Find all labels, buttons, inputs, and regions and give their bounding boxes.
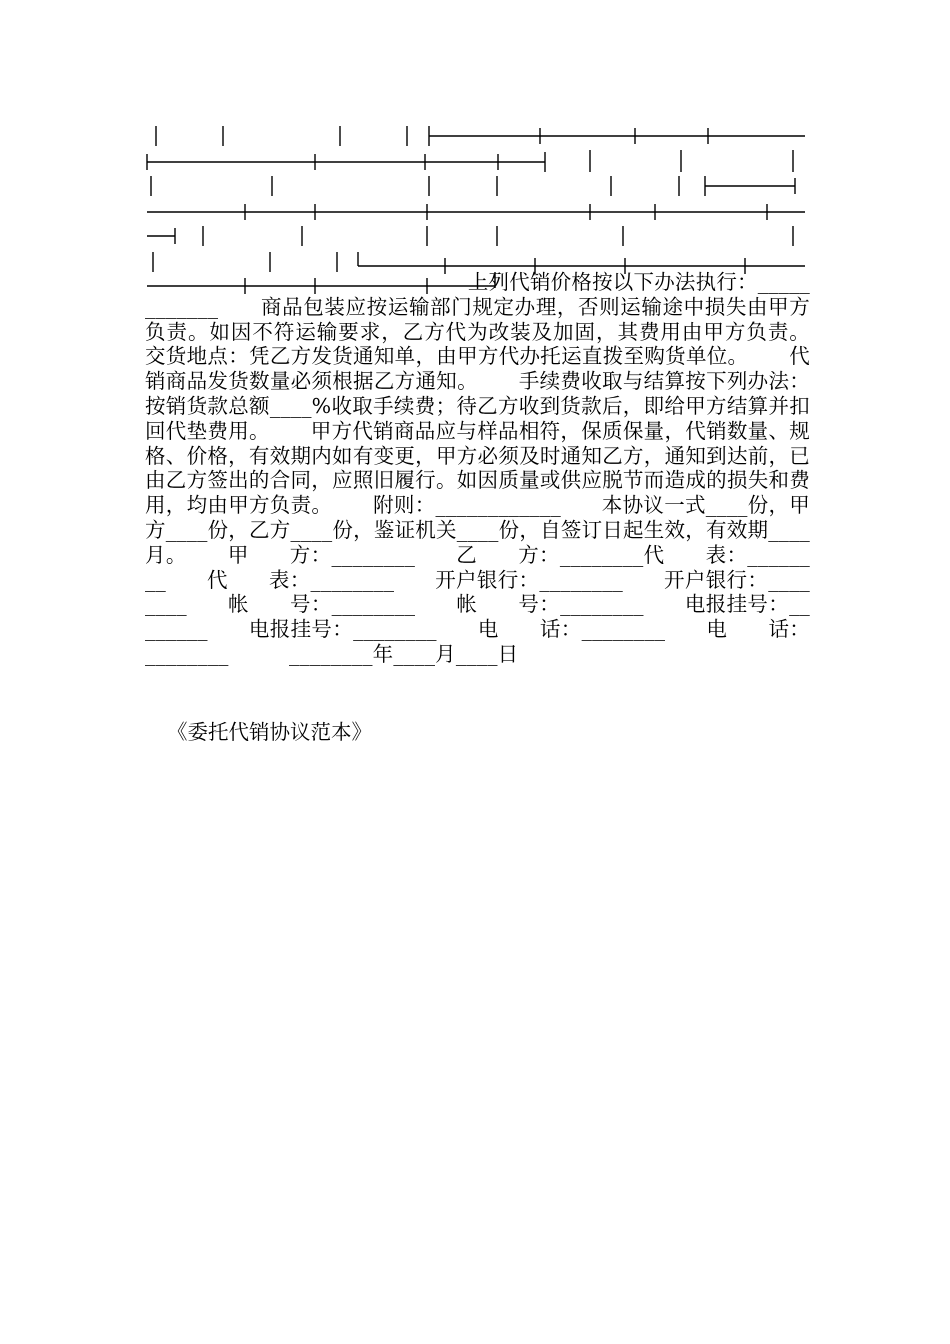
document-title: 《委托代销协议范本》 bbox=[167, 720, 372, 744]
agreement-body-text: 上列代销价格按以下办法执行：____________ 商品包装应按运输部门规定办理，否则运输途中损失由甲方负责。如因不符运输要求，乙方代为改装及加固，其费用由甲方负责。 交货地点：凭乙方发货通知单，由甲方代办托运直拨至购货单位。 代销商品发货数量必须根据乙方通知。 手续费收取与结算按下列办法：按销货款总额____%收取手续费；待乙方收到货款后，即给甲方结算并扣回代垫费用。 甲方代销商品应与样品相符，保质保量，代销数量、规格、价格，有效期内如有变更，甲方必须及时通知乙方，通知到达前，已由乙方签出的合同，应照旧履行。如因质量或供应脱节而造成的损失和费用，均由甲方负责。 附则：____________ 本协议一式____份，甲方____份，乙方____份，鉴证机关____份，自签订日起生效，有效期____月。 甲 方：________ 乙 方：________代 表：________ 代 表：________ 开户银行：________ 开户银行：________ 帐 号：________ 帐 号：________ 电报挂号：________ 电报挂号：________ 电 话：________ 电 话：________ ________年____月____日 bbox=[145, 270, 851, 666]
document-page bbox=[145, 0, 851, 1344]
table-border-art bbox=[145, 124, 810, 294]
